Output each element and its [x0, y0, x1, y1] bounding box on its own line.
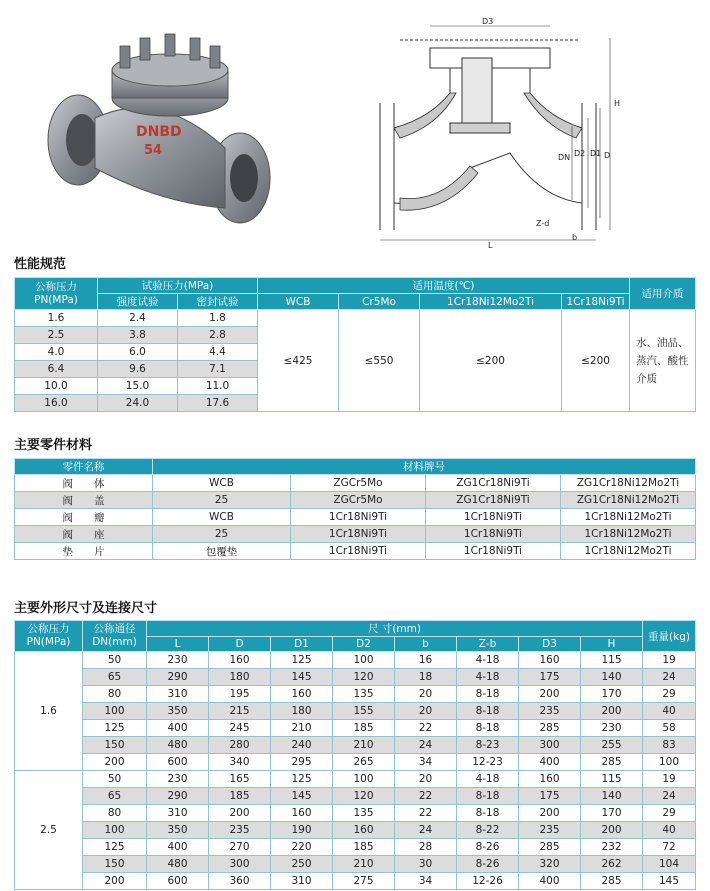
svg-text:b: b	[572, 233, 578, 242]
table-cell: 16	[395, 652, 457, 669]
table-cell: 360	[209, 873, 271, 890]
table-cell: 120	[333, 669, 395, 686]
header-col: D	[209, 637, 271, 652]
table-cell: 200	[83, 754, 147, 771]
header-col: H	[581, 637, 643, 652]
table-cell: 210	[333, 737, 395, 754]
table-row	[15, 737, 696, 754]
table-cell: 185	[209, 788, 271, 805]
table-row	[15, 686, 696, 703]
svg-text:H: H	[614, 99, 621, 108]
table-cell: 58	[643, 720, 696, 737]
table-row	[15, 703, 696, 720]
table-cell: 19	[643, 771, 696, 788]
table-row	[15, 669, 696, 686]
table-cell: 285	[519, 720, 581, 737]
table-cell: 600	[147, 873, 209, 890]
photo-mark-num: 54	[144, 143, 163, 158]
section-title-materials: 主要零件材料	[14, 438, 93, 453]
header-weight: 重量(kg)	[643, 621, 696, 652]
table-cell: 29	[643, 686, 696, 703]
table-cell: 20	[395, 771, 457, 788]
table-cell: 8-18	[457, 686, 519, 703]
table-row: 阀 体 WCB ZGCr5Mo ZG1Cr18Ni9Ti ZG1Cr18Ni12Mo2Ti	[15, 475, 696, 492]
table-cell: 210	[271, 720, 333, 737]
valve-photo	[40, 28, 280, 233]
top-figures	[0, 0, 710, 248]
performance-table	[14, 277, 696, 412]
table-cell: 24	[395, 822, 457, 839]
table-cell: 100	[333, 652, 395, 669]
table-cell: 8-23	[457, 737, 519, 754]
table-cell: 185	[333, 839, 395, 856]
table-row: 16.0 24.0 17.6	[15, 395, 696, 412]
table-cell: 200	[209, 805, 271, 822]
table-cell: 230	[147, 652, 209, 669]
table-cell: 19	[643, 652, 696, 669]
table-cell: 230	[147, 771, 209, 788]
table-cell: 350	[147, 703, 209, 720]
table-cell: 232	[581, 839, 643, 856]
table-row	[15, 652, 696, 669]
table-cell: 83	[643, 737, 696, 754]
table-row	[15, 856, 696, 873]
table-cell: 120	[333, 788, 395, 805]
header-pn: 公称压力 PN(MPa)	[15, 278, 98, 310]
table-cell: 125	[83, 839, 147, 856]
table-cell: 190	[271, 822, 333, 839]
table-cell: 34	[395, 873, 457, 890]
table-cell: 100	[83, 822, 147, 839]
table-cell: 200	[519, 686, 581, 703]
table-cell: 8-18	[457, 720, 519, 737]
header-col: D3	[519, 637, 581, 652]
table-row: 阀 瓣 WCB 1Cr18Ni9Ti 1Cr18Ni9Ti 1Cr18Ni12Mo2Ti	[15, 509, 696, 526]
table-cell: 8-18	[457, 703, 519, 720]
table-cell: 100	[643, 754, 696, 771]
table-cell: 8-18	[457, 788, 519, 805]
table-cell: 40	[643, 703, 696, 720]
table-cell: 4-18	[457, 652, 519, 669]
table-cell: 220	[271, 839, 333, 856]
table-cell: 275	[333, 873, 395, 890]
section-title-dimensions: 主要外形尺寸及连接尺寸	[14, 601, 158, 616]
table-cell: 12-26	[457, 873, 519, 890]
table-row: 2.5 3.8 2.8	[15, 327, 696, 344]
table-cell: 290	[147, 788, 209, 805]
table-cell: 125	[83, 720, 147, 737]
table-cell: 200	[581, 822, 643, 839]
table-cell: 235	[209, 822, 271, 839]
table-cell: 65	[83, 669, 147, 686]
table-cell: 285	[519, 839, 581, 856]
table-cell: 310	[147, 805, 209, 822]
table-cell: 115	[581, 771, 643, 788]
table-cell: 285	[581, 873, 643, 890]
valve-drawing	[360, 8, 660, 248]
table-cell: 155	[333, 703, 395, 720]
table-cell: 18	[395, 669, 457, 686]
table-cell: 40	[643, 822, 696, 839]
table-cell: 200	[83, 873, 147, 890]
table-cell: 400	[519, 873, 581, 890]
header-col: D2	[333, 637, 395, 652]
table-cell: 295	[271, 754, 333, 771]
header-part: 零件名称	[15, 459, 153, 475]
table-cell: 150	[83, 737, 147, 754]
table-row	[15, 805, 696, 822]
table-cell: 104	[643, 856, 696, 873]
table-cell: 340	[209, 754, 271, 771]
svg-text:D: D	[604, 151, 611, 160]
table-cell: 170	[581, 805, 643, 822]
table-row: 1.6 2.4 1.8 ≤425 ≤550 ≤200 ≤200 水、油品、蒸汽、酸性介质	[15, 310, 696, 327]
table-cell: 135	[333, 805, 395, 822]
table-cell: 160	[271, 805, 333, 822]
table-row	[15, 839, 696, 856]
table-cell: 22	[395, 805, 457, 822]
header-size: 尺 寸(mm)	[147, 621, 643, 637]
svg-text:DN: DN	[558, 153, 571, 162]
table-cell: 230	[581, 720, 643, 737]
svg-text:Z-d: Z-d	[536, 219, 550, 228]
table-cell: 245	[209, 720, 271, 737]
table-cell: 160	[209, 652, 271, 669]
table-cell: 160	[333, 822, 395, 839]
table-cell: 145	[271, 788, 333, 805]
table-cell: 170	[581, 686, 643, 703]
table-cell: 400	[147, 720, 209, 737]
header-medium: 适用介质	[630, 278, 696, 310]
table-cell: 160	[519, 652, 581, 669]
table-cell: 30	[395, 856, 457, 873]
table-cell: 310	[147, 686, 209, 703]
header-cr5mo: Cr5Mo	[339, 294, 420, 310]
table-cell: 255	[581, 737, 643, 754]
table-cell: 310	[271, 873, 333, 890]
table-cell: 80	[83, 686, 147, 703]
header-dn: 公称通径 DN(mm)	[83, 621, 147, 652]
table-cell: 12-23	[457, 754, 519, 771]
table-cell: 65	[83, 788, 147, 805]
table-cell: 20	[395, 686, 457, 703]
table-cell: 480	[147, 856, 209, 873]
table-cell: 140	[581, 788, 643, 805]
table-cell: 175	[519, 669, 581, 686]
table-cell: 50	[83, 652, 147, 669]
section-title-performance: 性能规范	[14, 257, 67, 272]
table-cell: 50	[83, 771, 147, 788]
table-row	[15, 771, 696, 788]
header-mo2ti: 1Cr18Ni12Mo2Ti	[420, 294, 562, 310]
table-cell: 115	[581, 652, 643, 669]
table-row: 垫 片 包覆垫 1Cr18Ni9Ti 1Cr18Ni9Ti 1Cr18Ni12Mo2Ti	[15, 543, 696, 560]
table-cell: 262	[581, 856, 643, 873]
table-cell: 72	[643, 839, 696, 856]
table-row	[15, 720, 696, 737]
table-cell: 285	[581, 754, 643, 771]
header-test: 试验压力(MPa)	[98, 278, 258, 294]
table-cell: 210	[333, 856, 395, 873]
table-cell: 280	[209, 737, 271, 754]
table-cell: 28	[395, 839, 457, 856]
table-cell: 34	[395, 754, 457, 771]
dimensions-table	[14, 620, 696, 890]
header-ni9ti: 1Cr18Ni9Ti	[562, 294, 630, 310]
table-cell: 8-18	[457, 805, 519, 822]
table-cell: 600	[147, 754, 209, 771]
table-cell: 24	[643, 669, 696, 686]
table-cell: 400	[519, 754, 581, 771]
header-temp: 适用温度(℃)	[258, 278, 630, 294]
pn-group-cell: 1.6	[15, 652, 83, 771]
table-cell: 8-26	[457, 839, 519, 856]
table-cell: 160	[519, 771, 581, 788]
table-cell: 400	[147, 839, 209, 856]
table-cell: 320	[519, 856, 581, 873]
table-cell: 250	[271, 856, 333, 873]
table-cell: 145	[643, 873, 696, 890]
table-row: 4.0 6.0 4.4	[15, 344, 696, 361]
table-cell: 235	[519, 703, 581, 720]
table-row	[15, 788, 696, 805]
table-row	[15, 822, 696, 839]
header-strength: 强度试验	[98, 294, 178, 310]
table-cell: 270	[209, 839, 271, 856]
header-col: D1	[271, 637, 333, 652]
table-cell: 195	[209, 686, 271, 703]
table-cell: 8-22	[457, 822, 519, 839]
table-cell: 24	[395, 737, 457, 754]
table-cell: 265	[333, 754, 395, 771]
table-cell: 300	[209, 856, 271, 873]
table-cell: 80	[83, 805, 147, 822]
table-row	[15, 754, 696, 771]
table-cell: 215	[209, 703, 271, 720]
table-cell: 100	[333, 771, 395, 788]
table-cell: 4-18	[457, 669, 519, 686]
table-cell: 235	[519, 822, 581, 839]
table-cell: 175	[519, 788, 581, 805]
svg-text:L: L	[488, 241, 493, 248]
svg-text:D3: D3	[482, 17, 494, 26]
table-cell: 160	[271, 686, 333, 703]
table-cell: 180	[271, 703, 333, 720]
table-cell: 24	[643, 788, 696, 805]
table-cell: 200	[519, 805, 581, 822]
table-cell: 125	[271, 771, 333, 788]
table-row: 阀 盖 25 ZGCr5Mo ZG1Cr18Ni9Ti ZG1Cr18Ni12Mo2Ti	[15, 492, 696, 509]
table-cell: 140	[581, 669, 643, 686]
table-cell: 165	[209, 771, 271, 788]
table-cell: 22	[395, 788, 457, 805]
table-row: 阀 座 25 1Cr18Ni9Ti 1Cr18Ni9Ti 1Cr18Ni12Mo2Ti	[15, 526, 696, 543]
table-cell: 29	[643, 805, 696, 822]
table-cell: 135	[333, 686, 395, 703]
table-cell: 480	[147, 737, 209, 754]
table-cell: 4-18	[457, 771, 519, 788]
medium-cell: 水、油品、蒸汽、酸性介质	[630, 310, 696, 412]
svg-text:D2: D2	[574, 149, 586, 158]
table-cell: 185	[333, 720, 395, 737]
table-cell: 300	[519, 737, 581, 754]
header-col: L	[147, 637, 209, 652]
pn-group-cell: 2.5	[15, 771, 83, 890]
photo-mark: DNBD	[136, 124, 182, 140]
table-cell: 180	[209, 669, 271, 686]
table-cell: 8-26	[457, 856, 519, 873]
table-cell: 290	[147, 669, 209, 686]
table-cell: 100	[83, 703, 147, 720]
table-row: 10.0 15.0 11.0	[15, 378, 696, 395]
table-cell: 240	[271, 737, 333, 754]
svg-text:D1: D1	[590, 149, 602, 158]
table-cell: 350	[147, 822, 209, 839]
header-wcb: WCB	[258, 294, 339, 310]
header-pn: 公称压力 PN(MPa)	[15, 621, 83, 652]
table-cell: 200	[581, 703, 643, 720]
header-col: b	[395, 637, 457, 652]
materials-table	[14, 458, 696, 560]
header-seal: 密封试验	[178, 294, 258, 310]
table-cell: 20	[395, 703, 457, 720]
table-cell: 22	[395, 720, 457, 737]
header-material: 材料牌号	[153, 459, 696, 475]
table-row: 6.4 9.6 7.1	[15, 361, 696, 378]
table-row	[15, 873, 696, 890]
table-cell: 150	[83, 856, 147, 873]
table-cell: 125	[271, 652, 333, 669]
header-col: Z-b	[457, 637, 519, 652]
table-cell: 145	[271, 669, 333, 686]
